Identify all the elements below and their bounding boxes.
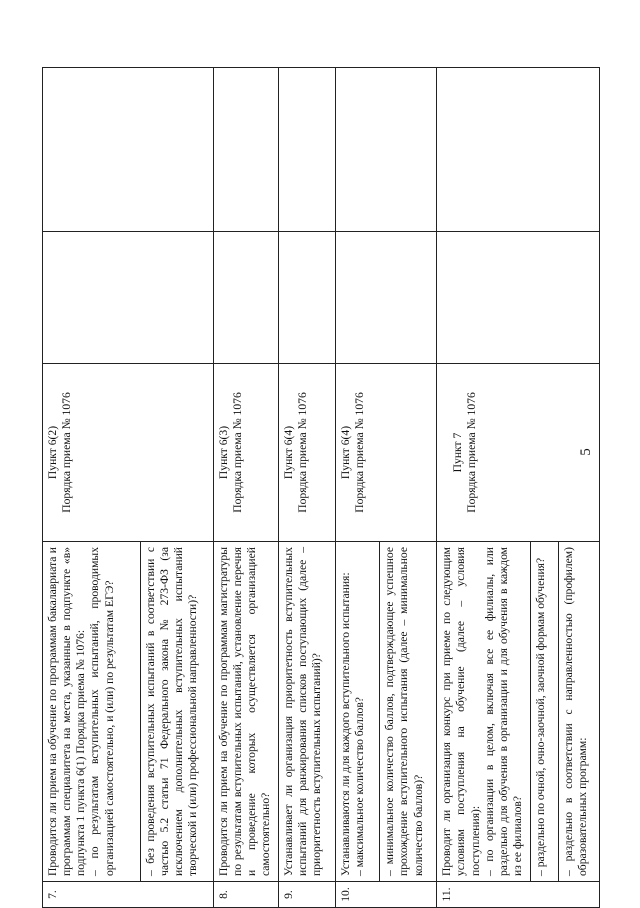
reference-cell	[278, 364, 335, 542]
reference-order: Порядка приема № 1076	[231, 392, 245, 513]
subitem-cell: – без проведения вступительных испытаний в соответствии с частью 5.2 статьи 71 Федерального закона № 273-ФЗ (за исключением дополнительных вступительных испытаний творческой и (или) профессиональной направленности)?	[140, 542, 213, 882]
subitem-text: – по организации в целом, включая все ее филиалы, или раздельно для обучения в организации и для обучения в каждом из ее филиалов?	[482, 547, 524, 876]
row-number: 10.	[335, 882, 437, 908]
subitem-cell: – минимальное количество баллов, подтверждающее успешное прохождение вступительного испытания (далее – минимальное количество баллов)?	[380, 542, 437, 882]
question-cell: Проводится ли прием на обучение по программам магистратуры по результатам вступительных испытаний, установление перечня и проведение которых осуществляется организацией самостоятельно?	[213, 542, 278, 882]
question-text: Устанавливаются ли для каждого вступительного испытания:	[338, 572, 352, 876]
page-number: 5	[578, 448, 594, 456]
subitem-cell: – раздельно в соответствии с направленностью (профилем) образовательных программ:	[559, 542, 600, 882]
note-cell	[213, 68, 278, 232]
reference-point: Пункт 7	[451, 432, 465, 473]
reference-point: Пункт 6(4)	[338, 425, 352, 480]
reference-point: Пункт 6(2)	[46, 425, 59, 480]
reference-point: Пункт 6(4)	[281, 425, 295, 480]
reference-cell	[43, 364, 214, 542]
note-cell	[335, 68, 437, 232]
table-row	[278, 68, 335, 908]
checklist-table-rotated	[42, 68, 600, 908]
note-cell	[437, 68, 600, 232]
subitem-text: – по результатам вступительных испытаний, проводимых организацией самостоятельно, и (или) по результатам ЕГЭ?	[88, 547, 116, 876]
answer-cell	[335, 232, 437, 364]
question-cell	[335, 542, 380, 882]
subitem-cell: – раздельно по очной, очно-заочной, заочной формам обучения?	[530, 542, 558, 882]
reference-order: Порядка приема № 1076	[295, 392, 309, 513]
reference-order: Порядка приема № 1076	[60, 392, 74, 513]
row-number: 9.	[278, 882, 335, 908]
question-cell	[437, 542, 530, 882]
table-row	[335, 68, 380, 908]
question-cell	[43, 542, 141, 882]
reference-cell	[213, 364, 278, 542]
answer-cell	[278, 232, 335, 364]
answer-cell	[437, 232, 600, 364]
note-cell	[278, 68, 335, 232]
table-row	[43, 68, 141, 908]
row-number: 7.	[43, 882, 214, 908]
question-text: Проводится ли прием на обучение по программам бакалавриата и программам специалитета на места, указанные в подпункте «в» подпункта 1 пункта 6(1) Порядка приема № 1076:	[46, 547, 88, 876]
reference-point: Пункт 6(3)	[216, 425, 230, 480]
reference-cell	[437, 364, 600, 542]
answer-cell	[43, 232, 214, 364]
table-row	[213, 68, 278, 908]
note-cell	[43, 68, 214, 232]
question-text: Проводит ли организация конкурс при приеме по следующим условиям поступления на обучение (далее – условия поступления):	[440, 547, 482, 876]
reference-order: Порядка приема № 1076	[465, 392, 479, 513]
answer-cell	[213, 232, 278, 364]
question-cell: Устанавливает ли организация приоритетность вступительных испытаний для ранжирования списков поступающих (далее – приоритетность вступительных испытаний)?	[278, 542, 335, 882]
subitem-text: – максимальное количество баллов?	[352, 697, 366, 876]
reference-cell	[335, 364, 437, 542]
row-number: 11.	[437, 882, 600, 908]
row-number: 8.	[213, 882, 278, 908]
reference-order: Порядка приема № 1076	[352, 392, 366, 513]
table-row	[437, 68, 530, 908]
checklist-table	[42, 67, 600, 908]
